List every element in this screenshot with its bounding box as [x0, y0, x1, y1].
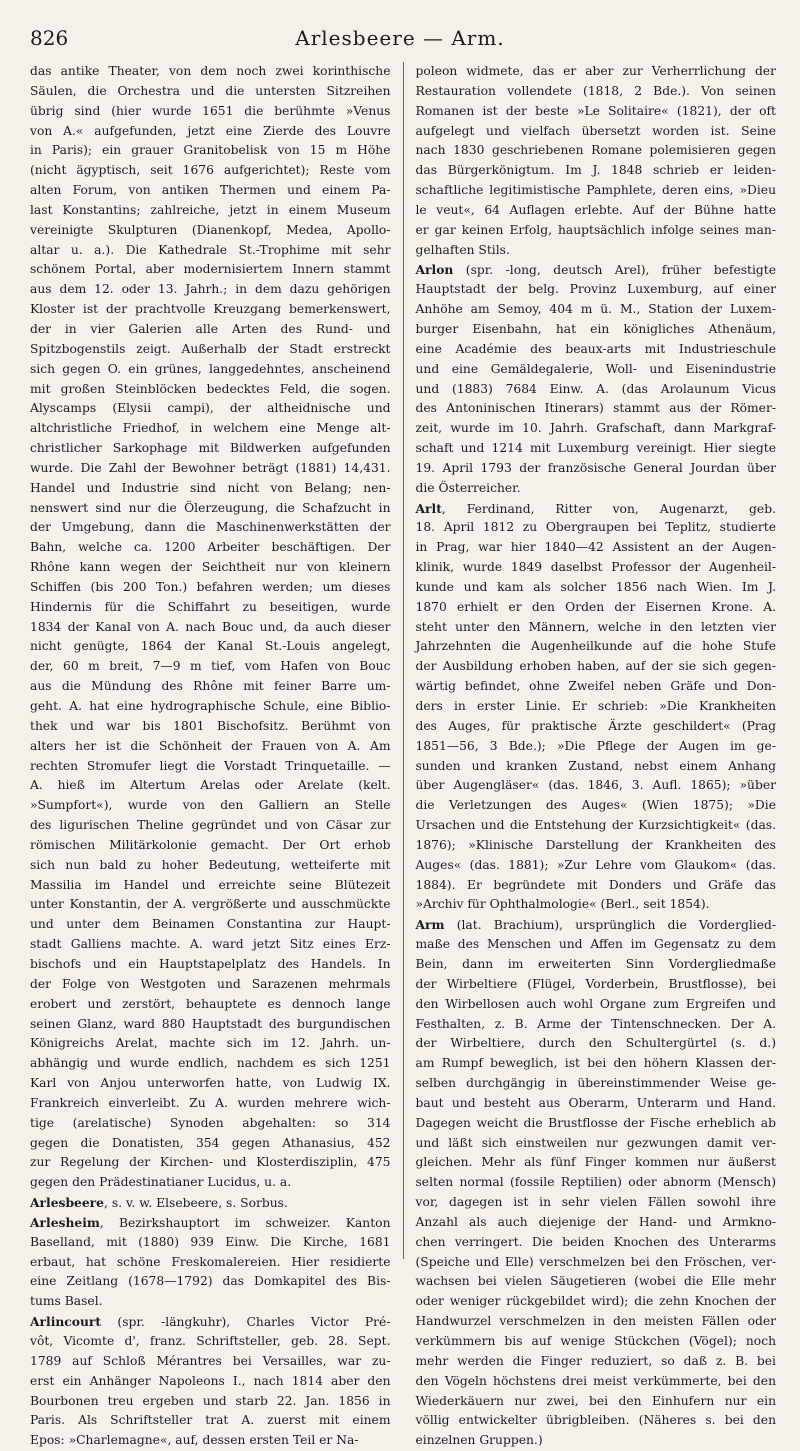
text-line — [30, 122, 391, 142]
line-text: Königreichs Arelat, machte sich im 12. Jahrh. un- — [30, 1036, 391, 1051]
text-line — [30, 1034, 391, 1054]
line-text: klinik, wurde 1849 daselbst Professor der Augenheil- — [415, 560, 776, 575]
text-line — [30, 995, 391, 1015]
text-line — [30, 459, 391, 479]
line-text: und (1883) 7684 Einw. A. (das Arolaunum Vicus — [415, 381, 776, 396]
text-line — [416, 598, 777, 618]
text-columns — [30, 62, 776, 1448]
line-text: altar u. a.). Die Kathedrale St.-Trophime mit sehr — [30, 242, 391, 257]
line-text: wachsen bei vielen Säugetieren (wobei die Elle mehr — [415, 1274, 776, 1289]
line-text: das Bürgerkönigtum. Im J. 1848 schrieb er leiden- — [415, 163, 776, 178]
text-line — [30, 300, 391, 320]
text-line — [30, 102, 391, 122]
line-text: die Österreicher. — [415, 480, 521, 495]
line-text: Handwurzel verschmelzen in den meisten Fällen oder — [415, 1314, 776, 1329]
entry-headword: Arlon — [415, 262, 454, 278]
line-text: stadt Galliens machte. A. ward jetzt Sitz eines Erz- — [30, 937, 391, 952]
text-line — [416, 439, 777, 459]
line-text: alten Forum, von antiken Thermen und einem Pa- — [30, 183, 391, 198]
line-text: 1870 erhielt er den Orden der Eisernen Krone. A. — [415, 599, 776, 614]
text-line — [416, 935, 777, 955]
line-text: in Prag, war hier 1840—42 Assistent an der Augen- — [415, 540, 776, 555]
text-line — [30, 558, 391, 578]
text-line — [30, 1312, 391, 1332]
line-text: sich gegen O. ein grünes, langgedehntes, anscheinend — [30, 361, 391, 376]
line-text: von A.« aufgefunden, jetzt eine Zierde des Louvre — [30, 123, 391, 138]
text-line — [30, 1193, 391, 1213]
line-text: Alyscamps (Elysii campi), der altheidnische und — [30, 401, 391, 416]
text-line — [416, 1392, 777, 1412]
text-line — [30, 380, 391, 400]
line-text: Dagegen weicht die Brustflosse der Fische erheblich ab — [415, 1115, 776, 1130]
text-line — [416, 717, 777, 737]
line-text: 1789 auf Schloß Mérantres bei Versailles, war zu- — [30, 1353, 391, 1368]
text-line — [30, 975, 391, 995]
text-line — [30, 320, 391, 340]
line-text: wärtig befindet, ohne Zweifel neben Gräfe und Don- — [415, 679, 776, 694]
line-text: (Speiche und Elle) verschmelzen bei den Fröschen, ver- — [415, 1254, 776, 1269]
line-text: Hauptstadt der belg. Provinz Luxemburg, auf einer — [415, 282, 776, 297]
line-text: der Umgebung, dann die Maschinenwerkstätten der — [30, 520, 391, 535]
text-line — [416, 1094, 777, 1114]
line-text: der Folge von Westgoten und Sarazenen mehrmals — [30, 976, 391, 991]
text-line — [30, 1173, 391, 1193]
line-text: kunde und kam als solcher 1856 nach Wien. Im J. — [415, 579, 776, 594]
text-line — [30, 816, 391, 836]
text-line — [416, 776, 777, 796]
text-line — [30, 697, 391, 717]
line-text: eine Zeitlang (1678—1792) das Domkapitel des Bis- — [30, 1274, 391, 1289]
text-line — [30, 1352, 391, 1372]
line-text: des Auges, für praktische Ärzte geschildert« (Prag — [415, 718, 776, 733]
text-line — [30, 796, 391, 816]
text-line — [416, 1193, 777, 1213]
line-text: vôt, Vicomte d', franz. Schriftsteller, geb. 28. Sept. — [30, 1334, 391, 1348]
line-text: vor, dagegen ist in sehr vielen Fällen sowohl ihre — [415, 1195, 776, 1210]
text-line — [30, 895, 391, 915]
text-line — [30, 161, 391, 181]
line-text: tige (arelatische) Synoden abgehalten: so 314 — [30, 1115, 391, 1130]
line-text: erst ein Anhänger Napoleons I., nach 1814 aber den — [30, 1373, 391, 1388]
text-line — [30, 360, 391, 380]
text-line — [30, 399, 391, 419]
text-line — [416, 836, 777, 856]
line-text: »Archiv für Ophthalmologie« (Berl., seit 1854). — [415, 897, 710, 912]
text-line — [416, 479, 777, 499]
line-text: gegen den Prädestinatianer Lucidus, u. a. — [30, 1175, 292, 1190]
line-text: Anzahl als auch diejenige der Hand- und Armkno- — [415, 1214, 776, 1229]
text-line — [30, 856, 391, 876]
line-text: Rhône kann wegen der Seichtheit nur von kleinern — [30, 560, 391, 575]
text-line — [30, 1094, 391, 1114]
line-text: (spr. -längkuhr), Charles Victor Pré- — [101, 1315, 391, 1330]
text-line — [416, 360, 777, 380]
text-line — [30, 776, 391, 796]
line-text: und unter dem Beinamen Constantina zur Haupt- — [30, 917, 391, 932]
line-text: 1876); »Klinische Darstellung der Krankheiten des — [415, 837, 776, 852]
text-line — [416, 260, 777, 280]
text-line — [416, 62, 777, 82]
text-line — [30, 757, 391, 777]
text-line — [30, 955, 391, 975]
line-text: le veut«, 64 Auflagen erlebte. Auf der Bühne hatte — [415, 202, 776, 217]
text-line — [416, 757, 777, 777]
right-column — [415, 62, 777, 1448]
line-text: vereinigte Skulpturen (Dianenkopf, Medea, Apollo- — [30, 222, 391, 237]
text-line — [30, 260, 391, 280]
line-text: den Wirbellosen auch wohl Organe zum Ergreifen und — [415, 996, 776, 1011]
line-text: 18. April 1812 zu Obergraupen bei Teplitz, studierte — [415, 520, 776, 535]
text-line — [30, 62, 391, 82]
line-text: zeit, wurde im 10. Jahrh. Grafschaft, dann Markgraf- — [415, 421, 776, 436]
text-line — [416, 915, 777, 935]
text-line — [416, 518, 777, 538]
line-text: des ligurischen Theline gegründet und von Cäsar zur — [30, 818, 391, 833]
text-line — [30, 657, 391, 677]
text-line — [416, 538, 777, 558]
text-line — [30, 518, 391, 538]
text-line — [30, 201, 391, 221]
line-text: in Paris); ein grauer Granitobelisk von 15 m Höhe — [30, 143, 391, 158]
text-line — [416, 221, 777, 241]
line-text: 1851—56, 3 Bde.); »Die Pflege der Augen im ge- — [415, 738, 776, 753]
text-line — [30, 340, 391, 360]
column-divider — [403, 62, 404, 1259]
text-line — [30, 836, 391, 856]
text-line — [30, 1372, 391, 1392]
line-text: Anhöhe am Semoy, 404 m ü. M., Station der Luxem- — [415, 302, 776, 317]
line-text: Festhalten, z. B. Arme der Tintenschnecken. Der A. — [415, 1016, 776, 1031]
text-line — [30, 439, 391, 459]
text-line — [416, 1134, 777, 1154]
text-line — [30, 1272, 391, 1292]
text-line — [416, 1352, 777, 1372]
line-text: aufgelegt und vielfach übersetzt worden ist. Seine — [415, 123, 776, 138]
line-text: , s. v. w. Elsebeere, s. Sorbus. — [104, 1196, 288, 1211]
text-line — [416, 975, 777, 995]
text-line — [416, 1074, 777, 1094]
line-text: gelhaften Stils. — [415, 242, 510, 257]
line-text: chen verringert. Die beiden Knochen des Unterarms — [415, 1234, 776, 1249]
text-line — [30, 82, 391, 102]
text-line — [30, 1153, 391, 1173]
line-text: , Ferdinand, Ritter von, Augenarzt, geb. — [441, 501, 776, 516]
line-text: mehr werden die Finger reduziert, so daß z. B. bei — [415, 1353, 776, 1368]
text-line — [416, 181, 777, 201]
line-text: baut und besteht aus Oberarm, Unterarm und Hand. — [415, 1095, 776, 1110]
text-line — [416, 320, 777, 340]
text-line — [416, 122, 777, 142]
text-line — [416, 618, 777, 638]
line-text: Epos: »Charlemagne«, auf, dessen ersten Teil er Na- — [30, 1433, 359, 1448]
text-line — [30, 1015, 391, 1035]
text-line — [30, 1411, 391, 1431]
text-line — [30, 479, 391, 499]
text-line — [416, 558, 777, 578]
line-text: selten normal (fossile Reptilien) oder abnorm (Mensch) — [415, 1175, 776, 1190]
text-line — [30, 737, 391, 757]
line-text: last Konstantins; zahlreiche, jetzt in einem Museum — [30, 202, 391, 217]
line-text: verkümmern bis auf wenige Stückchen (Vögel); noch — [415, 1334, 776, 1348]
line-text: und eine Gemäldegalerie, Woll- und Eisenindustrie — [415, 361, 776, 376]
text-line — [416, 241, 777, 261]
line-text: Säulen, die Orchestra und die untersten Sitzreihen — [30, 83, 391, 98]
line-text: , Bezirkshauptort im schweizer. Kanton — [99, 1215, 391, 1230]
line-text: er gar keinen Erfolg, hauptsächlich infolge seines man- — [415, 222, 776, 237]
text-line — [416, 201, 777, 221]
text-line — [416, 856, 777, 876]
line-text: Spitzbogenstils zeigt. Außerhalb der Stadt erstreckt — [30, 341, 391, 356]
text-line — [30, 538, 391, 558]
line-text: seinen Glanz, ward 880 Hauptstadt des burgundischen — [30, 1016, 391, 1031]
text-line — [30, 1233, 391, 1253]
text-line — [416, 737, 777, 757]
entry-headword: Arlesheim — [30, 1214, 100, 1230]
line-text: Paris. Als Schriftsteller trat A. zuerst mit einem — [30, 1413, 391, 1428]
text-line — [416, 637, 777, 657]
line-text: Jahrzehnten die Augenheilkunde auf die hohe Stufe — [415, 639, 776, 654]
line-text: rechten Stromufer liegt die Vorstadt Trinquetaille. — — [30, 758, 391, 773]
text-line — [416, 1034, 777, 1054]
left-column — [30, 62, 391, 1448]
line-text: die Verletzungen des Auges« (Wien 1875); »Die — [415, 798, 776, 813]
entry-headword: Arlesbeere — [30, 1195, 104, 1211]
line-text: Hindernis für die Schiffahrt zu beseitigen, wurde — [30, 599, 391, 614]
line-text: abhängig und wurde endlich, nachdem es sich 1251 — [30, 1056, 391, 1071]
line-text: schönem Portal, aber modernisiertem Innern stammt — [30, 262, 391, 277]
line-text: Wiederkäuern nur zwei, bei den Einhufern nur ein — [415, 1393, 776, 1408]
line-text: der Wirbeltiere, durch den Schultergürtel (s. d.) — [415, 1036, 776, 1051]
line-text: und läßt sich einstweilen nur gezwungen damit ver- — [415, 1135, 776, 1150]
line-text: Schiffen (bis 200 Ton.) befahren werden; um dieses — [30, 579, 391, 594]
entry-headword: Arlt — [415, 500, 442, 516]
line-text: (spr. -long, deutsch Arel), früher befestigte — [453, 263, 776, 278]
text-line — [30, 419, 391, 439]
line-text: bischofs und ein Hauptstapelplatz des Handels. In — [30, 956, 391, 971]
line-text: am Rumpf beweglich, ist bei den höhern Klassen der- — [415, 1056, 776, 1071]
line-text: Bein, dann im erweiterten Sinn Vordergliedmaße — [415, 956, 776, 971]
line-text: erobert und zerstört, behauptete es dennoch lange — [30, 996, 391, 1011]
entry-headword: Arm — [415, 917, 445, 933]
line-text: thek und war bis 1801 Bischofsitz. Berühmt von — [30, 718, 391, 733]
line-text: einzelnen Gruppen.) — [415, 1433, 543, 1448]
line-text: zur Regelung der Kirchen- und Klosterdisziplin, 475 — [30, 1155, 391, 1170]
line-text: (nicht ägyptisch, seit 1676 aufgerichtet); Reste vom — [30, 163, 391, 178]
text-line — [30, 598, 391, 618]
entry-headword: Arlincourt — [30, 1314, 102, 1330]
line-text: Karl von Anjou unterworfen hatte, von Ludwig IX. — [30, 1076, 391, 1091]
text-line — [30, 1431, 391, 1451]
text-line — [416, 280, 777, 300]
text-line — [416, 1332, 777, 1352]
text-line — [416, 300, 777, 320]
text-line — [30, 578, 391, 598]
text-line — [30, 1114, 391, 1134]
line-text: sich nun bald zu hoher Bedeutung, wetteiferte mit — [30, 857, 391, 872]
text-line — [416, 1173, 777, 1193]
text-line — [30, 1332, 391, 1352]
text-line — [30, 1134, 391, 1154]
text-line — [416, 1411, 777, 1431]
text-line — [30, 280, 391, 300]
line-text: alters her ist die Schönheit der Frauen von A. Am — [30, 738, 391, 753]
line-text: der Wirbeltiere (Flügel, Vorderbein, Brustflosse), bei — [415, 976, 776, 991]
line-text: Restauration vollendete (1818, 2 Bde.). Von seinen — [415, 83, 776, 98]
text-line — [416, 82, 777, 102]
text-line — [416, 876, 777, 896]
line-text: erbaut, hat schöne Freskomalereien. Hier residierte — [30, 1254, 391, 1269]
line-text: unter Konstantin, der A. vergrößerte und ausschmückte — [30, 897, 391, 912]
line-text: Massilia im Handel und erreichte seine Blütezeit — [30, 877, 391, 892]
text-line — [416, 161, 777, 181]
line-text: Romanen ist der beste »Le Solitaire« (1821), der oft — [415, 103, 776, 118]
running-title: Arlesbeere — Arm. — [295, 26, 505, 50]
text-line — [416, 1272, 777, 1292]
text-line — [416, 816, 777, 836]
line-text: Handel und Industrie sind nicht von Belang; nen- — [30, 480, 391, 495]
line-text: Bahn, welche ca. 1200 Arbeiter beschäftigen. Der — [30, 540, 391, 555]
text-line — [416, 102, 777, 122]
text-line — [416, 677, 777, 697]
line-text: 19. April 1793 der französische General Jourdan über — [415, 460, 776, 475]
line-text: nach 1830 geschriebenen Romane polemisieren gegen — [415, 143, 776, 158]
text-line — [30, 181, 391, 201]
line-text: altchristliche Friedhof, in welchem eine Menge alt- — [30, 421, 391, 436]
line-text: wurde. Die Zahl der Bewohner beträgt (1881) 14,431. — [30, 460, 391, 475]
text-line — [416, 796, 777, 816]
text-line — [416, 1292, 777, 1312]
line-text: geht. A. hat eine hydrographische Schule, eine Biblio- — [30, 699, 391, 713]
text-line — [416, 1431, 777, 1451]
text-line — [416, 1153, 777, 1173]
page-header — [30, 26, 770, 56]
line-text: Kloster ist der prachtvolle Kreuzgang bemerkenswert, — [30, 302, 391, 317]
line-text: nicht genügte, 1864 der Kanal St.-Louis angelegt, — [30, 639, 391, 654]
text-line — [30, 876, 391, 896]
text-line — [416, 995, 777, 1015]
text-line — [416, 578, 777, 598]
line-text: aus die Mündung des Rhône mit feiner Barre um- — [30, 679, 391, 694]
line-text: (lat. Brachium), ursprünglich die Vorderglied- — [444, 918, 776, 933]
text-line — [30, 677, 391, 697]
text-line — [416, 1054, 777, 1074]
line-text: A. hieß im Altertum Arelas oder Arelate (kelt. — [30, 778, 391, 793]
line-text: das antike Theater, von dem noch zwei korinthische — [30, 64, 391, 78]
line-text: der Ausbildung erhoben haben, auf der sie sich gegen- — [415, 659, 776, 674]
text-line — [30, 1253, 391, 1273]
line-text: maße des Menschen und Affen im Gegensatz zu dem — [415, 937, 776, 952]
line-text: der, 60 m breit, 7—9 m tief, vom Hafen von Bouc — [30, 659, 391, 674]
line-text: Bourbonen treu ergeben und starb 22. Jan. 1856 in — [30, 1393, 391, 1408]
text-line — [416, 955, 777, 975]
line-text: steht unter den Männern, welche in den letzten vier — [415, 619, 776, 634]
line-text: nenswert sind nur die Ölerzeugung, die Schafzucht in — [30, 500, 391, 515]
page-number: 826 — [30, 26, 69, 50]
text-line — [30, 1292, 391, 1312]
text-line — [30, 1392, 391, 1412]
text-line — [416, 1312, 777, 1332]
text-line — [416, 419, 777, 439]
line-text: römischen Militärkolonie gemacht. Der Ort erhob — [30, 837, 391, 852]
text-line — [30, 1074, 391, 1094]
line-text: gleichen. Mehr als fünf Finger kommen nur äußerst — [415, 1155, 776, 1170]
text-line — [30, 221, 391, 241]
line-text: Auges« (das. 1881); »Zur Lehre vom Glaukom« (das. — [415, 857, 776, 872]
line-text: tums Basel. — [30, 1294, 103, 1309]
line-text: schaftliche legitimistische Pamphlete, deren eins, »Dieu — [415, 183, 776, 198]
line-text: »Sumpfort«), wurde von den Galliern an Stelle — [30, 798, 391, 813]
line-text: 1834 der Kanal von A. nach Bouc und, da auch dieser — [30, 619, 391, 634]
line-text: gegen die Donatisten, 354 gegen Athanasius, 452 — [30, 1135, 391, 1150]
line-text: völlig entwickelter übrigbleiben. (Näheres s. bei den — [415, 1413, 776, 1428]
text-line — [416, 340, 777, 360]
line-text: über Augengläser« (das. 1846, 3. Aufl. 1865); »über — [415, 778, 776, 793]
text-line — [416, 895, 777, 915]
line-text: Ursachen und die Entstehung der Kurzsichtigkeit« (das. — [415, 818, 776, 833]
line-text: burger Eisenbahn, hat ein königliches Athenäum, — [415, 321, 776, 336]
text-line — [416, 1372, 777, 1392]
text-line — [416, 1233, 777, 1253]
text-line — [416, 380, 777, 400]
line-text: des Antoninischen Itinerars) stammt aus der Römer- — [415, 401, 776, 416]
text-line — [416, 1213, 777, 1233]
line-text: oder weniger rückgebildet wird); die zehn Knochen der — [415, 1294, 776, 1309]
text-line — [416, 141, 777, 161]
line-text: der in vier Galerien alle Arten des Rund- und — [30, 321, 391, 336]
text-line — [30, 637, 391, 657]
text-line — [30, 1054, 391, 1074]
line-text: ders in erster Linie. Er schrieb: »Die Krankheiten — [415, 699, 776, 713]
text-line — [30, 915, 391, 935]
text-line — [416, 399, 777, 419]
line-text: schaft und 1214 mit Luxemburg vereinigt. Hier siegte — [415, 441, 776, 456]
text-line — [416, 1015, 777, 1035]
text-line — [416, 499, 777, 519]
line-text: eine Académie des beaux-arts mit Industrieschule — [415, 341, 776, 356]
text-line — [416, 1114, 777, 1134]
text-line — [30, 1213, 391, 1233]
text-line — [30, 141, 391, 161]
text-line — [30, 241, 391, 261]
text-line — [416, 697, 777, 717]
text-line — [30, 717, 391, 737]
line-text: aus dem 12. oder 13. Jahrh.; in dem dazu gehörigen — [30, 282, 391, 297]
text-line — [30, 935, 391, 955]
line-text: übrig sind (hier wurde 1651 die berühmte »Venus — [30, 103, 391, 118]
line-text: christlicher Sarkophage mit Bildwerken aufgefunden — [30, 441, 391, 456]
text-line — [416, 459, 777, 479]
line-text: poleon widmete, das er aber zur Verherrlichung der — [415, 64, 776, 78]
text-line — [416, 1253, 777, 1273]
line-text: selben durchgängig in übereinstimmender Weise ge- — [415, 1076, 776, 1091]
text-line — [30, 499, 391, 519]
text-line — [416, 657, 777, 677]
line-text: den Vögeln höchstens drei meist verkümmerte, bei den — [415, 1373, 776, 1388]
line-text: mit großen Steinblöcken bedecktes Feld, die sogen. — [30, 381, 391, 396]
line-text: Baselland, mit (1880) 939 Einw. Die Kirche, 1681 — [30, 1234, 391, 1249]
line-text: sunden und kranken Zustand, nebst einem Anhang — [415, 758, 776, 773]
text-line — [30, 618, 391, 638]
line-text: Frankreich einverleibt. Zu A. wurden mehrere wich- — [30, 1095, 391, 1110]
line-text: 1884). Er begründete mit Donders und Gräfe das — [415, 877, 776, 892]
